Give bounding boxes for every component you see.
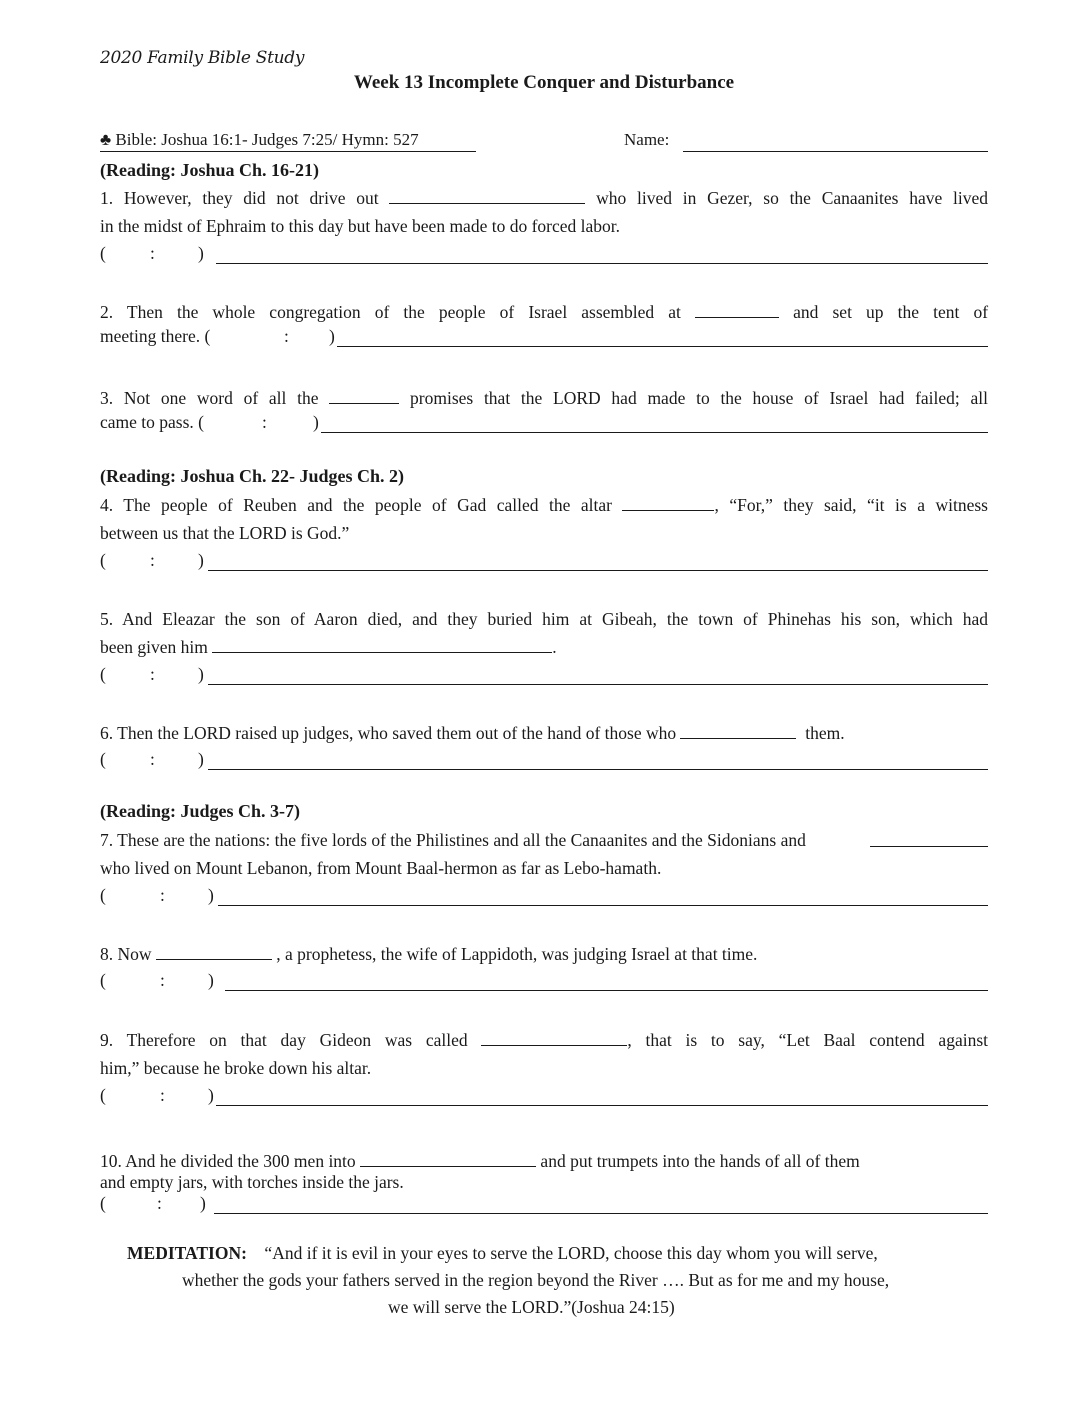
verse-answer-line[interactable] <box>337 346 988 347</box>
verse-answer-line[interactable] <box>214 1213 988 1214</box>
question-3: 3. Not one word of all the promises that the LORD had made to the house of Israel had failed; all <box>100 384 988 440</box>
reference-row: ( : ) <box>100 1193 988 1221</box>
page-title: Week 13 Incomplete Conquer and Disturbance <box>353 72 735 93</box>
meditation-line-2: whether the gods your fathers served in the region beyond the River …. But as for me and my house, <box>182 1270 890 1290</box>
question-5: 5. And Eleazar the son of Aaron died, and they buried him at Gibeah, the town of Phinehas his son, which had <box>100 609 988 629</box>
reference-row: ( : ) <box>100 749 988 777</box>
question-9-cont: him,” because he broke down his altar. <box>100 1058 372 1078</box>
question-9: 9. Therefore on that day Gideon was called , that is to say, “Let Baal contend against <box>100 1026 988 1082</box>
verse-answer-line[interactable] <box>208 769 988 770</box>
bible-underline <box>100 151 476 152</box>
section-heading: (Reading: Joshua Ch. 16-21) <box>100 160 320 180</box>
verse-answer-line[interactable] <box>225 990 988 991</box>
verse-answer-line[interactable] <box>218 905 988 906</box>
section-heading: (Reading: Judges Ch. 3-7) <box>100 801 301 821</box>
question-2: 2. Then the whole congregation of the people of Israel assembled at and set up the tent of <box>100 298 988 354</box>
bible-reference: ♣ Bible: Joshua 16:1- Judges 7:25/ Hymn: 527 <box>100 130 419 149</box>
answer-blank[interactable] <box>360 1148 536 1167</box>
answer-blank[interactable] <box>389 185 585 204</box>
header-note: 2020 Family Bible Study <box>100 48 305 68</box>
verse-answer-line[interactable] <box>208 684 988 685</box>
meditation-line-3: we will serve the LORD.”(Joshua 24:15) <box>388 1297 675 1317</box>
verse-answer-line[interactable] <box>216 263 988 264</box>
answer-blank[interactable] <box>695 299 779 318</box>
question-10-cont: and empty jars, with torches inside the jars. <box>100 1172 404 1192</box>
question-1-cont: in the midst of Ephraim to this day but have been made to do forced labor. <box>100 216 621 236</box>
meditation-label: MEDITATION: <box>127 1243 247 1263</box>
meditation-line-1: “And if it is evil in your eyes to serve the LORD, choose this day whom you will serve, <box>264 1243 878 1263</box>
answer-blank[interactable] <box>329 385 399 404</box>
verse-answer-line[interactable] <box>216 1105 988 1106</box>
question-10: 10. And he divided the 300 men into and put trumpets into the hands of all of them <box>100 1147 988 1175</box>
question-8: 8. Now , a prophetess, the wife of Lappidoth, was judging Israel at that time. <box>100 940 988 968</box>
question-4-cont: between us that the LORD is God.” <box>100 523 350 543</box>
verse-answer-line[interactable] <box>208 570 988 571</box>
reference-row: ( : ) <box>100 1085 988 1113</box>
answer-blank[interactable] <box>622 492 714 511</box>
answer-blank[interactable] <box>156 941 272 960</box>
reference-row: ( : ) <box>100 243 988 271</box>
question-7: 7. These are the nations: the five lords of the Philistines and all the Canaanites and the Sidonians and <box>100 826 988 854</box>
answer-blank[interactable] <box>870 846 988 847</box>
info-line <box>100 130 988 150</box>
reference-row: ( : ) <box>100 885 988 913</box>
name-field[interactable] <box>683 151 988 152</box>
name-label: Name: <box>624 130 670 149</box>
answer-blank[interactable] <box>212 634 552 653</box>
question-5-cont: been given him . <box>100 633 988 661</box>
reference-row: ( : ) <box>100 550 988 578</box>
answer-blank[interactable] <box>680 720 796 739</box>
question-1: 1. However, they did not drive out who lived in Gezer, so the Canaanites have lived <box>100 184 988 240</box>
reference-row: meeting there. ( : ) <box>100 326 988 354</box>
reference-row: ( : ) <box>100 970 988 998</box>
reference-row: came to pass. ( : ) <box>100 412 988 440</box>
reference-row: ( : ) <box>100 664 988 692</box>
question-4: 4. The people of Reuben and the people of Gad called the altar , “For,” they said, “it is a witness <box>100 491 988 547</box>
question-7-cont: who lived on Mount Lebanon, from Mount Baal-hermon as far as Lebo-hamath. <box>100 858 662 878</box>
question-6: 6. Then the LORD raised up judges, who saved them out of the hand of those who them. <box>100 719 988 747</box>
section-heading: (Reading: Joshua Ch. 22- Judges Ch. 2) <box>100 466 405 486</box>
verse-answer-line[interactable] <box>321 432 988 433</box>
meditation-block <box>0 1240 1088 1321</box>
answer-blank[interactable] <box>481 1027 627 1046</box>
